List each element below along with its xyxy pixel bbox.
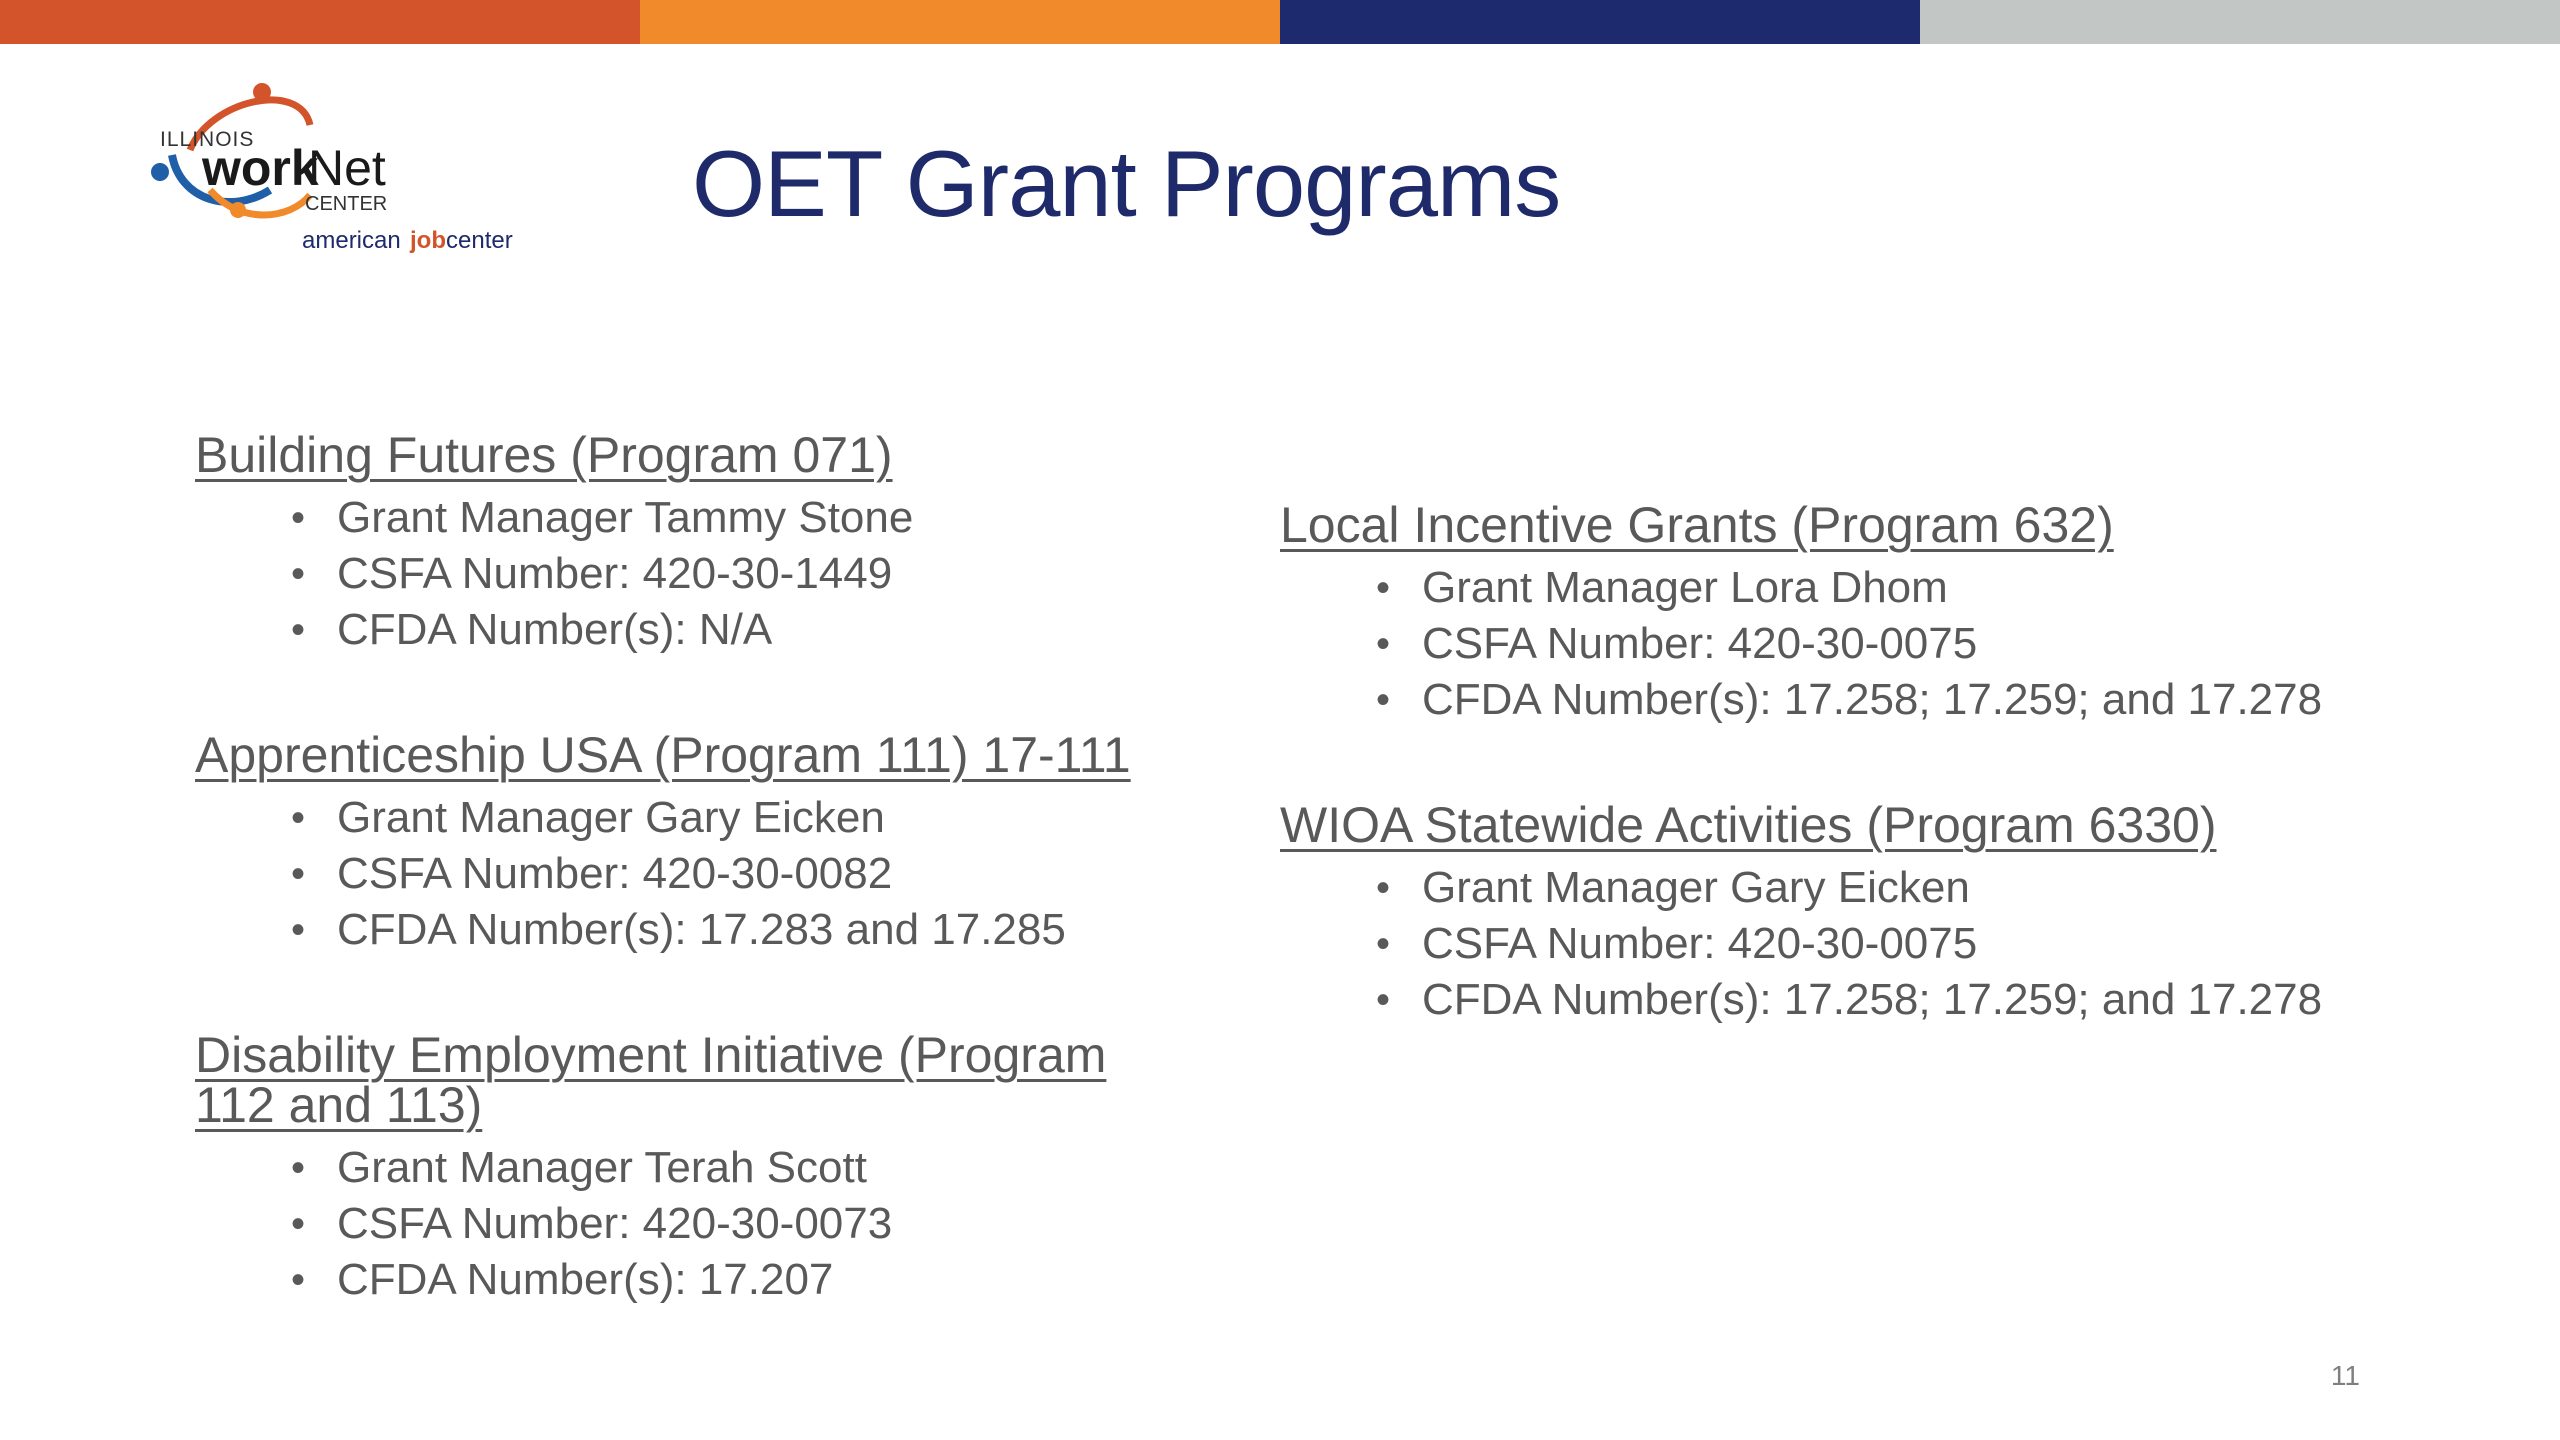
top-color-bar: [0, 0, 2560, 44]
section-building-futures: [195, 427, 914, 658]
logo-orange-dot: [230, 202, 246, 218]
list-item-text: CFDA Number(s): 17.207: [337, 1255, 834, 1304]
list-item-text: CSFA Number: 420-30-0075: [1422, 919, 1978, 968]
list-item: [1280, 860, 2322, 916]
logo-net-text: Net: [308, 140, 386, 196]
list-item-text: CFDA Number(s): N/A: [337, 605, 773, 654]
bullet-glyph: •: [291, 852, 306, 896]
section-heading: Apprenticeship USA (Program 111) 17-111: [195, 727, 1131, 783]
list-item-text: CFDA Number(s): 17.258; 17.259; and 17.278: [1422, 675, 2323, 724]
bullet-list: [195, 490, 913, 658]
page-number: 11: [2330, 1360, 2360, 1391]
section-local-incentive-grants: [1280, 497, 2323, 728]
top-bar-segment-3: [1280, 0, 1920, 44]
list-item: [1280, 672, 2322, 728]
list-item-text: CSFA Number: 420-30-1449: [337, 549, 893, 598]
bullet-list: [195, 1140, 1106, 1308]
logo-work-text: work: [202, 140, 319, 196]
list-item: [195, 790, 1131, 846]
top-bar-segment-2: [640, 0, 1280, 44]
section-heading: WIOA Statewide Activities (Program 6330): [1280, 797, 2217, 853]
list-item-text: CSFA Number: 420-30-0082: [337, 849, 893, 898]
slide-title: OET Grant Programs: [692, 131, 1561, 236]
list-item-text: CSFA Number: 420-30-0075: [1422, 619, 1978, 668]
section-disability-employment: [195, 1027, 1107, 1308]
bullet-glyph: •: [291, 908, 306, 952]
bullet-glyph: •: [1376, 978, 1391, 1022]
list-item-text: CFDA Number(s): 17.283 and 17.285: [337, 905, 1066, 954]
bullet-glyph: •: [1376, 678, 1391, 722]
bullet-glyph: •: [291, 1146, 306, 1190]
list-item-text: Grant Manager Lora Dhom: [1422, 563, 1948, 612]
logo-american-text: american: [302, 227, 401, 254]
list-item: [195, 1140, 1106, 1196]
list-item: [1280, 972, 2322, 1028]
logo-red-dot: [253, 83, 271, 101]
bullet-list: [195, 790, 1131, 958]
top-bar-segment-1: [0, 0, 640, 44]
bullet-glyph: •: [1376, 622, 1391, 666]
bullet-list: [1280, 860, 2322, 1028]
list-item-text: Grant Manager Gary Eicken: [1422, 863, 1970, 912]
bullet-glyph: •: [291, 1258, 306, 1302]
list-item: [195, 1252, 1106, 1308]
section-wioa-statewide: [1280, 797, 2323, 1028]
bullet-glyph: •: [1376, 866, 1391, 910]
logo-illinois-text: ILLINOIS: [160, 128, 255, 151]
bullet-glyph: •: [291, 1202, 306, 1246]
list-item-text: CSFA Number: 420-30-0073: [337, 1199, 893, 1248]
section-heading: Building Futures (Program 071): [195, 427, 893, 483]
bullet-list: [1280, 560, 2322, 728]
section-apprenticeship-usa: [195, 727, 1131, 958]
bullet-glyph: •: [291, 796, 306, 840]
top-bar-segment-4: [1920, 0, 2560, 44]
list-item: [195, 902, 1131, 958]
bullet-glyph: •: [1376, 566, 1391, 610]
bullet-glyph: •: [291, 552, 306, 596]
list-item-text: Grant Manager Terah Scott: [337, 1143, 867, 1192]
bullet-glyph: •: [1376, 922, 1391, 966]
list-item: [1280, 916, 2322, 972]
list-item: [195, 490, 913, 546]
bullet-glyph: •: [291, 608, 306, 652]
list-item: [195, 546, 913, 602]
section-heading: Local Incentive Grants (Program 632): [1280, 497, 2114, 553]
section-heading-line-1: Disability Employment Initiative (Program: [195, 1027, 1107, 1083]
list-item: [1280, 560, 2322, 616]
illinois-worknet-logo: [150, 80, 550, 265]
list-item-text: Grant Manager Tammy Stone: [337, 493, 914, 542]
bullet-glyph: •: [291, 496, 306, 540]
list-item-text: Grant Manager Gary Eicken: [337, 793, 885, 842]
list-item: [195, 602, 913, 658]
list-item: [1280, 616, 2322, 672]
section-heading-line-2: 112 and 113): [195, 1077, 483, 1133]
logo-center-text: CENTER: [305, 193, 388, 215]
worknet-logo-graphic: [150, 80, 550, 265]
logo-center2-text: center: [446, 227, 513, 254]
logo-job-text: job: [410, 227, 446, 254]
logo-blue-dot: [151, 163, 169, 181]
list-item: [195, 846, 1131, 902]
list-item-text: CFDA Number(s): 17.258; 17.259; and 17.278: [1422, 975, 2323, 1024]
list-item: [195, 1196, 1106, 1252]
